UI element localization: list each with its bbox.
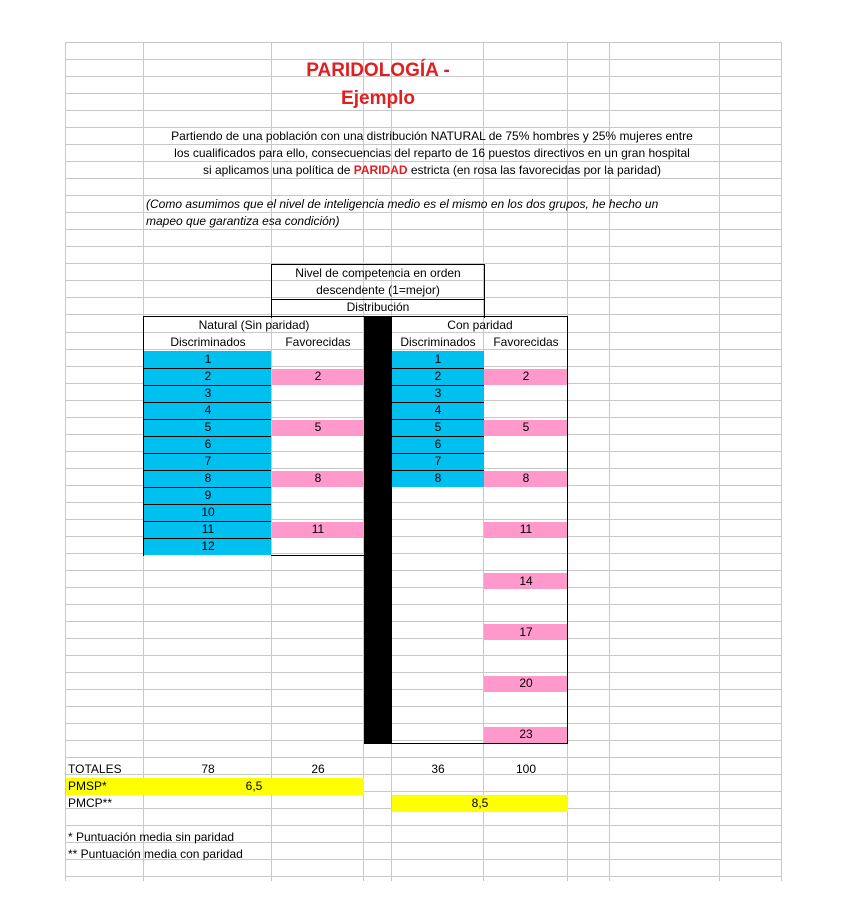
grid-line-horizontal [65, 672, 781, 673]
pmcp-label: PMCP** [68, 796, 113, 810]
natural-discriminated-cell: 6 [204, 437, 212, 451]
header-box-divider [271, 299, 485, 300]
natural-discriminated-cell: 5 [204, 420, 212, 434]
total-parity-favored: 100 [515, 762, 537, 776]
footnote-1: * Puntuación media sin paridad [68, 830, 235, 844]
distribution-header: Distribución [346, 300, 410, 314]
grid-line-horizontal [65, 757, 781, 758]
grid-line-vertical [781, 42, 782, 881]
total-natural-discriminated: 78 [201, 762, 215, 776]
parity-favored-cell: 5 [522, 420, 530, 434]
parity-bottom-border [392, 743, 568, 744]
competence-header-line-2: descendente (1=mejor) [316, 283, 440, 297]
parity-discriminated-cell: 6 [434, 437, 442, 451]
intro-line-2: los cualificados para ello, consecuencias del reparto de 16 puestos directivos en un gran hospital [174, 146, 690, 160]
grid-line-horizontal [65, 604, 781, 605]
parity-favored-cell: 11 [519, 522, 533, 536]
parity-favored-cell: 23 [519, 727, 533, 741]
parity-favored-cell: 8 [522, 471, 530, 485]
natural-favored-cell: 2 [314, 369, 322, 383]
note-line-1: (Como asumimos que el nivel de inteligencia medio es el mismo en los dos grupos, he hecho un [146, 197, 659, 211]
parity-discriminated-cell: 4 [434, 403, 442, 417]
separator-bar [364, 316, 392, 744]
natural-bottom-border [271, 555, 364, 556]
table-top-border [143, 316, 568, 317]
footnote-2: ** Puntuación media con paridad [68, 847, 243, 861]
natural-discriminated-cell: 3 [204, 386, 212, 400]
grid-line-horizontal [65, 876, 781, 877]
natural-discriminated-cell: 8 [204, 471, 212, 485]
parity-favored-cell: 17 [519, 625, 533, 639]
natural-favored-cell: 8 [314, 471, 322, 485]
header-box-right [484, 264, 485, 318]
title-line-1: PARIDOLOGÍA - [306, 60, 450, 81]
parity-discriminated-cell: 1 [434, 352, 442, 366]
grid-line-horizontal [65, 638, 781, 639]
natural-discriminated-cell: 12 [201, 539, 215, 553]
natural-discriminated-cell: 4 [204, 403, 212, 417]
intro-line-3-post: estricta (en rosa las favorecidas por la paridad) [407, 163, 661, 177]
natural-discriminated-cell: 10 [201, 505, 215, 519]
parity-discriminated-cell: 8 [434, 471, 442, 485]
natural-discriminated-cell: 7 [204, 454, 212, 468]
grid-line-horizontal [65, 570, 781, 571]
totals-label: TOTALES [68, 762, 122, 776]
natural-discriminated-cell: 9 [204, 488, 212, 502]
natural-discriminated-header: Discriminados [170, 335, 246, 349]
parity-favored-cell: 14 [519, 574, 533, 588]
grid-line-vertical [65, 42, 66, 881]
pmsp-value: 6,5 [245, 779, 263, 793]
parity-discriminated-cell: 2 [434, 369, 442, 383]
competence-header-line-1: Nivel de competencia en orden [295, 266, 461, 280]
grid-line-horizontal [65, 706, 781, 707]
parity-header: Con paridad [447, 318, 513, 332]
grid-line-horizontal [65, 723, 781, 724]
intro-line-3-pre: si aplicamos una política de [203, 163, 354, 177]
grid-line-horizontal [65, 689, 781, 690]
natural-discriminated-cell: 2 [204, 369, 212, 383]
natural-discriminated-cell: 1 [204, 352, 212, 366]
parity-discriminated-header: Discriminados [400, 335, 476, 349]
header-box-left [271, 264, 272, 318]
grid-line-horizontal [65, 110, 781, 111]
grid-line-horizontal [65, 246, 781, 247]
natural-favored-header: Favorecidas [285, 335, 351, 349]
header-box-top [271, 264, 485, 265]
natural-left-border [143, 316, 144, 556]
title-line-2: Ejemplo [341, 88, 415, 109]
parity-discriminated-cell: 5 [434, 420, 442, 434]
grid-line-horizontal [65, 587, 781, 588]
total-parity-discriminated: 36 [431, 762, 445, 776]
pmsp-label: PMSP* [68, 779, 107, 793]
total-natural-favored: 26 [311, 762, 325, 776]
pmcp-value: 8,5 [471, 796, 489, 810]
parity-right-border [567, 316, 568, 744]
parity-discriminated-cell: 3 [434, 386, 442, 400]
parity-favored-cell: 20 [519, 676, 533, 690]
parity-favored-header: Favorecidas [493, 335, 559, 349]
natural-favored-cell: 11 [311, 522, 325, 536]
grid-line-horizontal [65, 621, 781, 622]
intro-line-1: Partiendo de una población con una distribución NATURAL de 75% hombres y 25% mujeres entre [171, 129, 693, 143]
natural-header: Natural (Sin paridad) [198, 318, 310, 332]
grid-line-horizontal [65, 42, 781, 43]
note-line-2: mapeo que garantiza esa condición) [146, 214, 340, 228]
intro-line-3 [144, 162, 720, 179]
parity-favored-cell: 2 [522, 369, 530, 383]
natural-favored-cell: 5 [314, 420, 322, 434]
paridad-emphasis: PARIDAD [353, 163, 408, 177]
natural-discriminated-cell: 11 [201, 522, 215, 536]
grid-line-horizontal [65, 740, 781, 741]
grid-line-horizontal [65, 825, 781, 826]
parity-discriminated-cell: 7 [434, 454, 442, 468]
grid-line-horizontal [65, 655, 781, 656]
